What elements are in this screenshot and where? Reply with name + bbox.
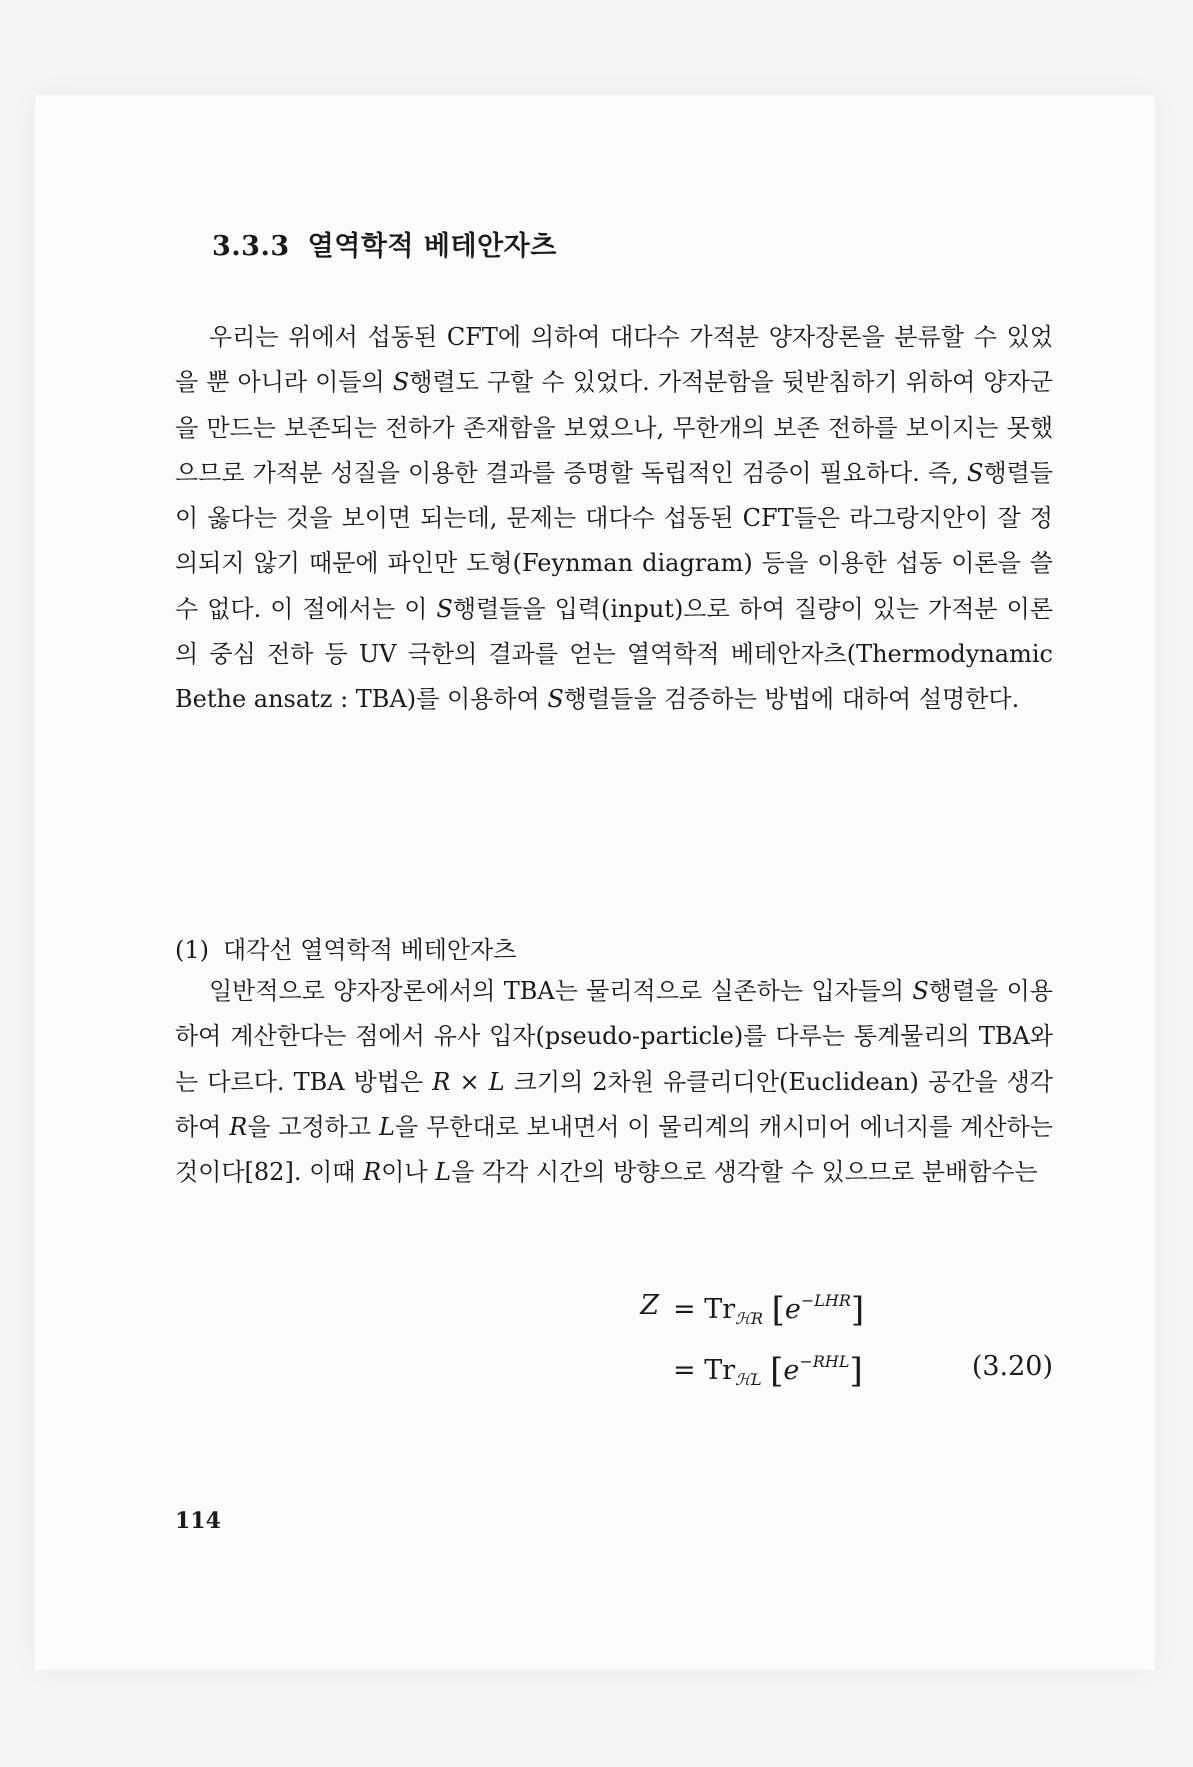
paragraph-text: 행렬들을 입력(input)으로 하여 질량이 있는 가적분 이론의 중심 전하 등 UV 극한의 결과를 얻는 열역학적 베테안자츠(Thermodynamic Bethe ansatz : TBA)를 이용하여 <box>175 594 1053 714</box>
exp-base: e <box>784 1294 801 1325</box>
math-symbol-s: S <box>966 458 984 487</box>
equation-number: (3.20) <box>971 1351 1053 1382</box>
exp-base: e <box>783 1355 800 1386</box>
subsection-number: (1) <box>175 936 209 964</box>
trace-operator: = Tr <box>673 1355 736 1386</box>
right-bracket: ] <box>850 1290 865 1330</box>
subsection-title: 대각선 열역학적 베테안자츠 <box>223 936 517 964</box>
equation-rhs-2 <box>673 1351 863 1391</box>
subsection-heading <box>175 930 516 965</box>
exponent: −LHR <box>800 1291 851 1310</box>
math-symbol-r: R <box>432 1067 451 1096</box>
right-bracket: ] <box>849 1351 863 1391</box>
paragraph-text: 을 무한대로 보내면서 이 물리계의 캐시미어 에너지를 계산하는 것이다[82]. 이때 <box>175 1112 1053 1187</box>
math-symbol-s: S <box>436 594 453 623</box>
section-heading <box>212 224 557 263</box>
body-paragraph-2 <box>175 969 1053 1195</box>
equation-rhs-1 <box>673 1290 864 1330</box>
paragraph-text: 행렬들을 검증하는 방법에 대하여 설명한다. <box>563 685 1020 714</box>
math-symbol-r: R <box>229 1112 248 1141</box>
paragraph-text: 이나 <box>381 1158 436 1187</box>
left-bracket: [ <box>771 1290 785 1330</box>
section-number: 3.3.3 <box>212 231 290 262</box>
math-symbol-s: S <box>392 368 410 397</box>
paragraph-text: 행렬들이 옳다는 것을 보이면 되는데, 문제는 대다수 섭동된 CFT들은 라그랑지안이 잘 정의되지 않기 때문에 파인만 도형(Feynman diagram) 등을 이용한 섭동 이론을 쓸 수 없다. 이 절에서는 이 <box>175 458 1053 623</box>
paragraph-text: 우리는 위에서 섭동된 CFT에 의하여 대다수 가적분 양자장론을 분류할 수 있었을 뿐 아니라 이들의 <box>175 323 1053 397</box>
hilbert-space-subscript: ℋR <box>735 1309 763 1328</box>
paragraph-text: 일반적으로 양자장론에서의 TBA는 물리적으로 실존하는 입자들의 <box>209 977 913 1005</box>
math-symbol-l: L <box>488 1067 505 1096</box>
math-symbol-r: R <box>363 1158 382 1187</box>
paragraph-text: 행렬을 이용하여 계산한다는 점에서 유사 입자(pseudo-particle)를 다루는 통계물리의 TBA와는 다르다. TBA 방법은 <box>175 977 1053 1096</box>
math-symbol-s: S <box>912 977 929 1005</box>
body-paragraph-1 <box>175 315 1053 723</box>
equation-lhs: Z <box>640 1290 659 1321</box>
paragraph-text: 을 고정하고 <box>247 1112 380 1141</box>
page-number: 114 <box>175 1508 221 1534</box>
paragraph-text: 을 각각 시간의 방향으로 생각할 수 있으므로 분배함수는 <box>451 1158 1038 1187</box>
hilbert-space-subscript: ℋL <box>735 1370 762 1389</box>
math-symbol-l: L <box>379 1112 395 1141</box>
equation-line-2 <box>175 1351 1053 1401</box>
math-symbol-s: S <box>547 685 564 714</box>
paragraph-text: 행렬도 구할 수 있었다. 가적분함을 뒷받침하기 위하여 양자군을 만드는 보존되는 전하가 존재함을 보였으나, 무한개의 보존 전하를 보이지는 못했으므로 가적분 성질을 이용한 결과를 증명할 독립적인 검증이 필요하다. 즉, <box>175 368 1053 487</box>
paragraph-text: 크기의 2차원 유클리디안(Euclidean) 공간을 생각하여 <box>175 1067 1053 1141</box>
trace-operator: = Tr <box>673 1294 736 1325</box>
equation-line-1 <box>175 1290 1053 1340</box>
exponent: −RHL <box>799 1352 850 1371</box>
section-title: 열역학적 베테안자츠 <box>307 231 557 262</box>
math-symbol-l: L <box>435 1158 452 1187</box>
math-operator: × <box>450 1067 489 1096</box>
left-bracket: [ <box>770 1351 784 1391</box>
